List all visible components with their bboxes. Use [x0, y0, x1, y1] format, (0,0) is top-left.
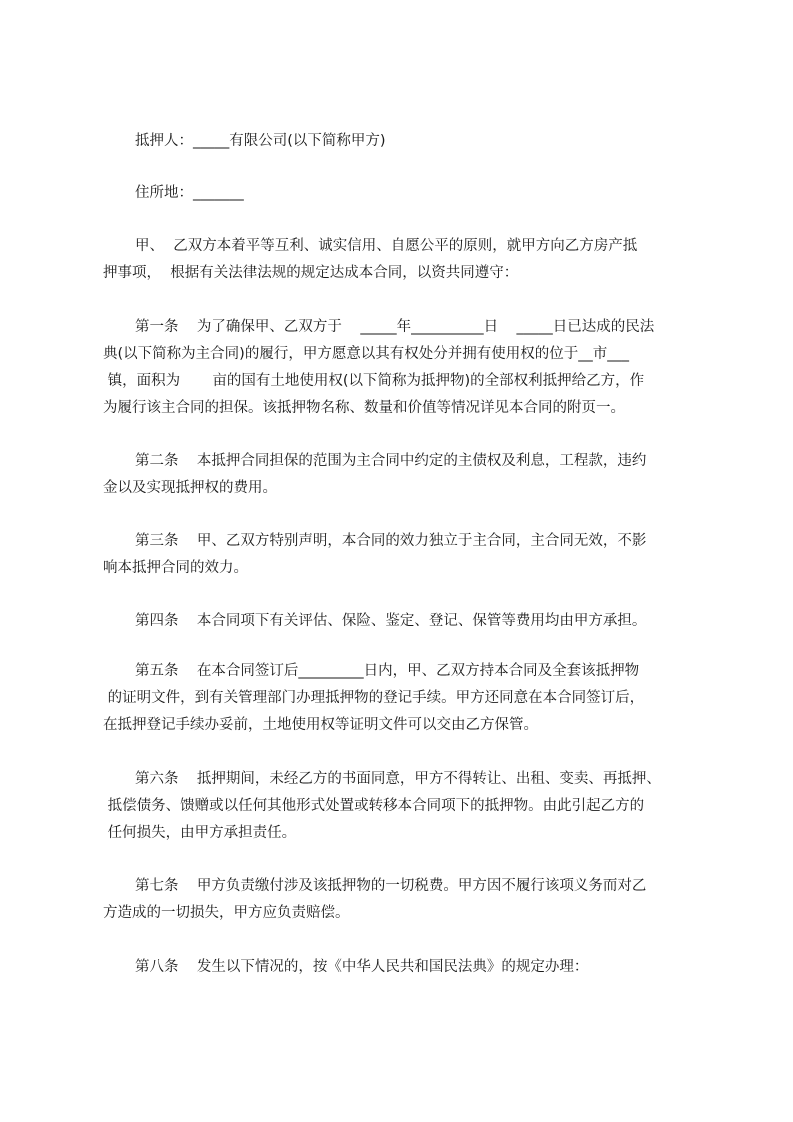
article-line: 方造成的一切损失，甲方应负责赔偿。 — [103, 905, 350, 921]
article-1 — [103, 314, 703, 422]
article-line: 第二条 本抵押合同担保的范围为主合同中约定的主债权及利息，工程款，违约 — [135, 453, 647, 469]
article-line: 抵偿债务、馈赠或以任何其他形式处置或转移本合同项下的抵押物。由此引起乙方的 — [103, 798, 645, 814]
article-5 — [103, 658, 703, 739]
mortgagor-line — [103, 128, 735, 155]
article-line: 镇，面积为 亩的国有土地使用权(以下简称为抵押物)的全部权利抵押给乙方，作 — [103, 373, 645, 389]
article-line: 为履行该主合同的担保。该抵押物名称、数量和价值等情况详见本合同的附页一。 — [103, 400, 625, 416]
preamble-line: 甲、 乙双方本着平等互利、诚实信用、自愿公平的原则，就甲方向乙方房产抵 — [135, 238, 638, 254]
article-line: 的证明文件，到有关管理部门办理抵押物的登记手续。甲方还同意在本合同签订后， — [103, 690, 645, 706]
article-line: 第六条 抵押期间，未经乙方的书面同意，甲方不得转让、出租、变卖、再抵押、 — [135, 771, 661, 787]
preamble-paragraph — [103, 233, 703, 287]
article-line: 响本抵押合同的效力。 — [103, 560, 248, 576]
address-text: 住所地：_______ — [135, 185, 244, 201]
address-line — [103, 180, 735, 207]
article-line: 任何损失，由甲方承担责任。 — [103, 825, 297, 841]
article-line: 在抵押登记手续办妥前，土地使用权等证明文件可以交由乙方保管。 — [103, 717, 538, 733]
article-line: 第四条 本合同项下有关评估、保险、鉴定、登记、保管等费用均由甲方承担。 — [135, 613, 647, 629]
article-line: 第三条 甲、乙双方特别声明，本合同的效力独立于主合同，主合同无效，不影 — [135, 533, 647, 549]
article-8 — [103, 954, 703, 981]
article-line: 金以及实现抵押权的费用。 — [103, 480, 277, 496]
article-line: 第七条 甲方负责缴付涉及该抵押物的一切税费。甲方因不履行该项义务而对乙 — [135, 878, 647, 894]
mortgagor-text: 抵押人：_____有限公司(以下简称甲方) — [135, 133, 386, 149]
article-7 — [103, 873, 703, 927]
article-2 — [103, 448, 703, 502]
preamble-line: 押事项， 根据有关法律法规的规定达成本合同，以资共同遵守： — [103, 265, 519, 281]
article-3 — [103, 528, 703, 582]
article-6 — [103, 766, 703, 847]
article-4 — [103, 608, 703, 635]
article-line: 典(以下简称为主合同)的履行，甲方愿意以其有权处分并拥有使用权的位于__市___ — [103, 346, 630, 362]
article-line: 第五条 在本合同签订后_________日内，甲、乙双方持本合同及全套该抵押物 — [135, 663, 640, 679]
article-line: 第一条 为了确保甲、乙双方于 _____年__________日 _____日已达成的民法 — [135, 319, 655, 335]
article-line: 第八条 发生以下情况的，按《中华人民共和国民法典》的规定办理： — [135, 959, 589, 975]
